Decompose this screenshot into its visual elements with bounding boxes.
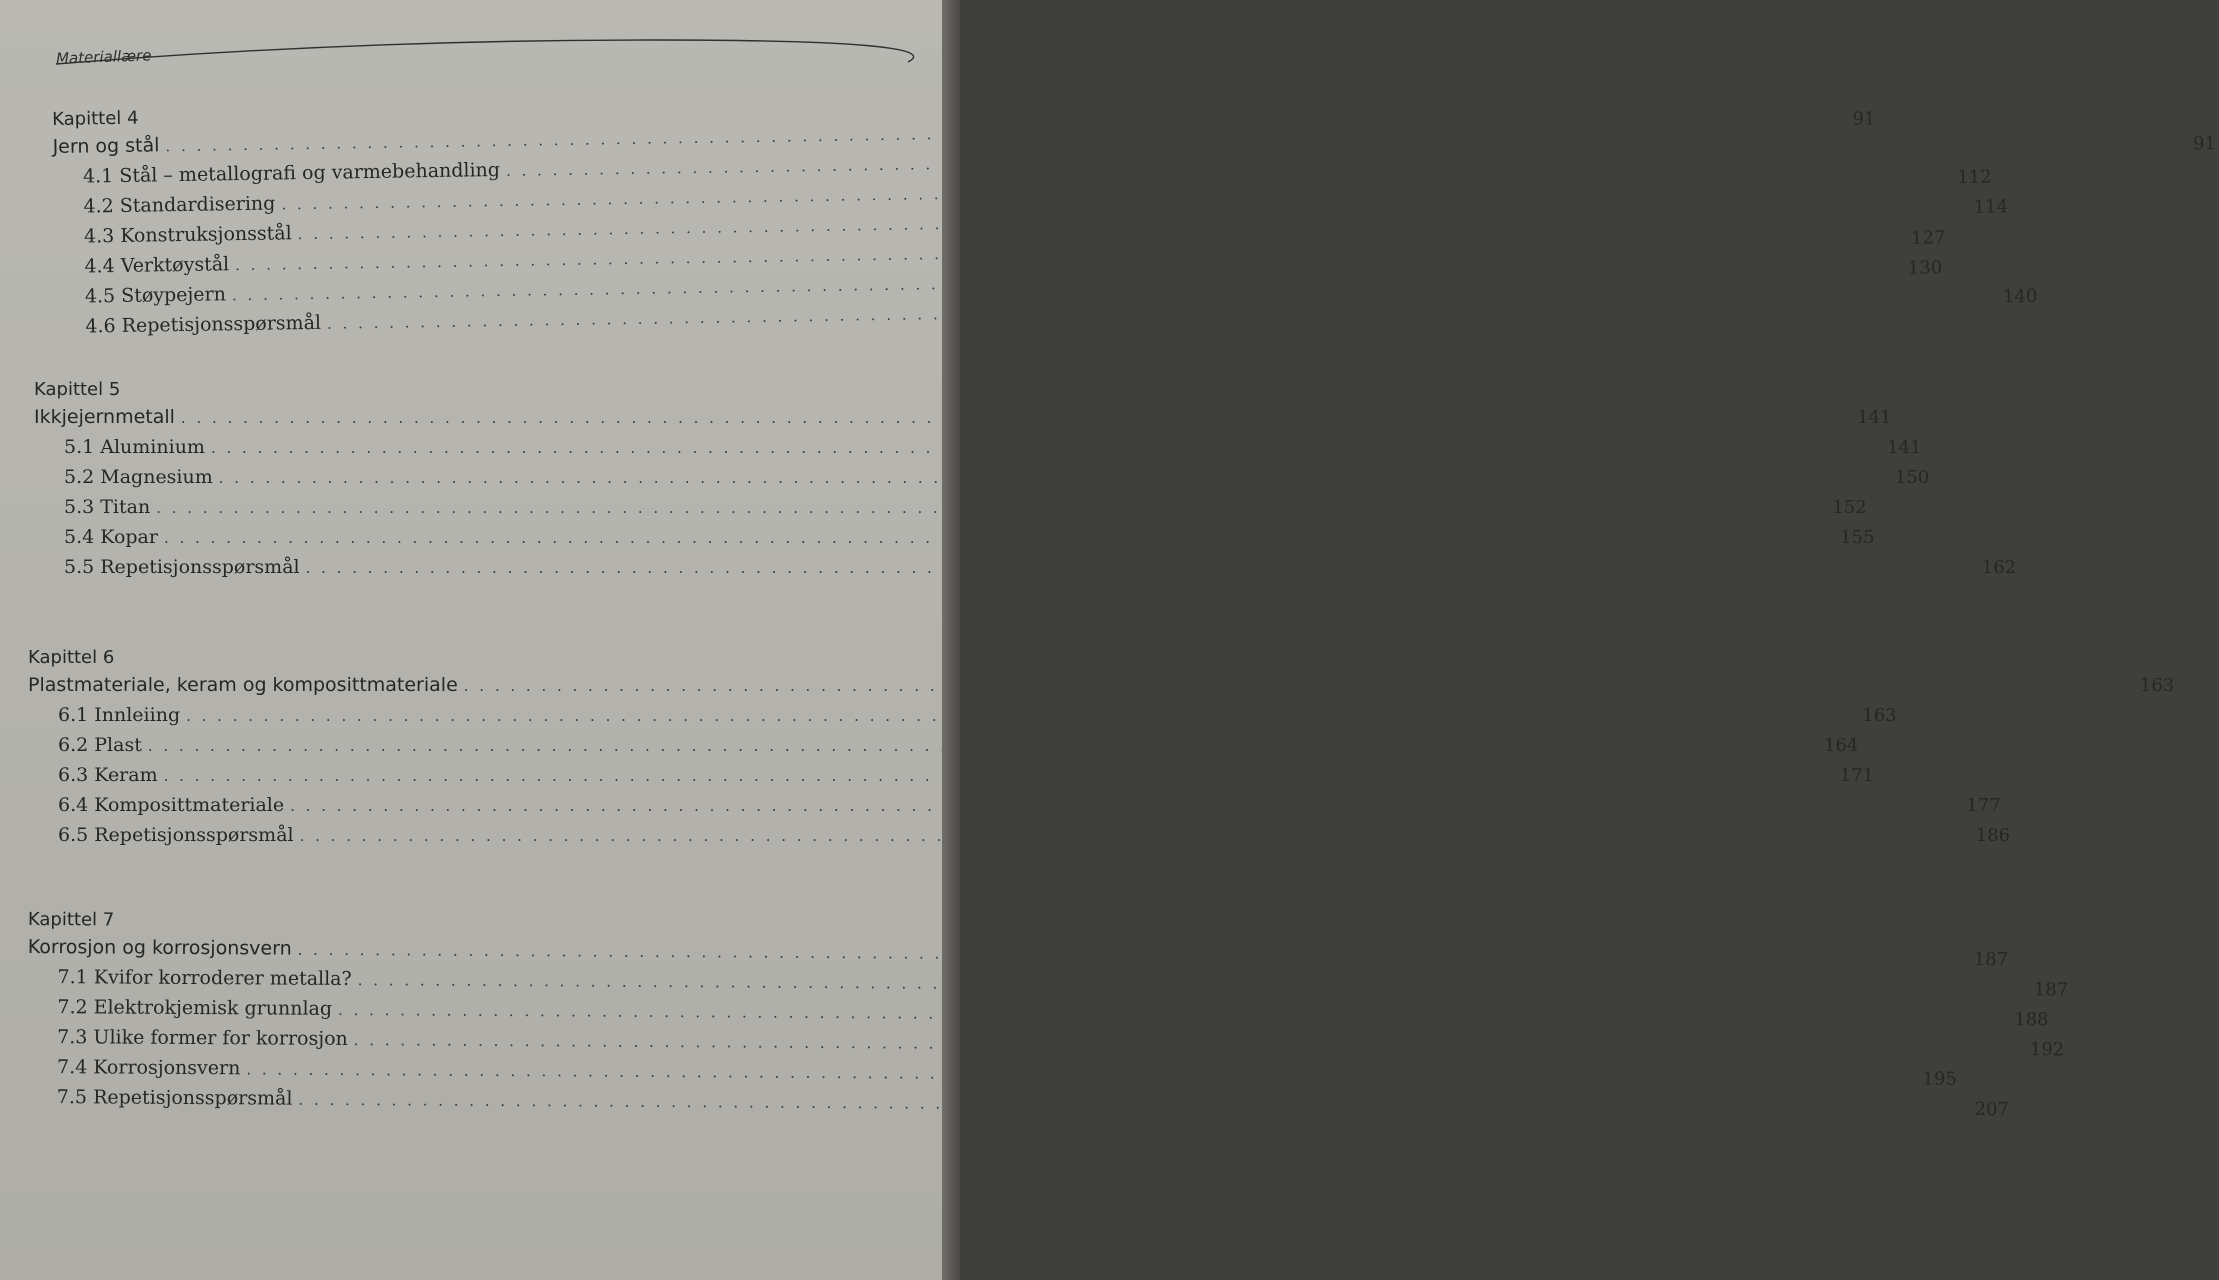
chapter-title: Jern og stål (52, 134, 160, 158)
section-title: 6.3 Keram (58, 764, 158, 786)
page-number: 141 (1857, 407, 1892, 428)
section-title: 5.1 Aluminium (64, 436, 205, 458)
section-title: 7.5 Repetisjonsspørsmål (56, 1086, 293, 1110)
page-number: 112 (1957, 166, 1992, 189)
page-number: 141 (1887, 437, 1922, 458)
toc-entry (34, 462, 1930, 492)
page-number: 114 (1973, 196, 2009, 218)
page-number: 186 (1975, 825, 2011, 846)
chapter-title: Ikkjejernmetall (34, 406, 175, 428)
section-title: 4.3 Konstruksjonsstål (83, 222, 292, 248)
toc-entry (34, 492, 1867, 522)
page-number: 155 (1840, 527, 1875, 548)
section-title: 6.5 Repetisjonsspørsmål (58, 824, 294, 846)
section-title: 7.2 Elektrokjemisk grunnlag (57, 996, 333, 1020)
chapter-7 (27, 908, 2069, 1121)
chapter-title: Korrosjon og korrosjonsvern (27, 935, 292, 960)
page-number: 207 (1974, 1098, 2009, 1121)
section-title: 4.2 Standardisering (83, 192, 276, 218)
leader-dots (164, 761, 1834, 791)
page-number: 187 (1973, 948, 2009, 971)
running-head: Materiallære (55, 46, 152, 68)
section-title: 6.4 Komposittmateriale (58, 794, 285, 816)
section-title: 7.4 Korrosjonsvern (56, 1056, 241, 1080)
toc-entry (28, 790, 2001, 820)
chapter-6 (28, 646, 2175, 850)
section-title: 6.1 Innleiing (58, 704, 181, 726)
section-title: 4.5 Støypejern (84, 283, 227, 308)
leader-dots (306, 553, 1976, 583)
page-number: 127 (1910, 227, 1946, 249)
section-title: 7.3 Ulike former for korrosjon (57, 1026, 348, 1050)
leader-dots (464, 671, 2134, 701)
page-number: 152 (1832, 497, 1867, 518)
section-title: 7.1 Kvifor korroderer metalla? (57, 966, 352, 990)
leader-dots (219, 463, 1889, 493)
chapter-5 (34, 378, 2017, 582)
leader-dots (181, 403, 1851, 433)
page-number: 91 (2192, 133, 2217, 155)
leader-dots (148, 731, 1818, 761)
page-number: 195 (1922, 1068, 1957, 1090)
page-number: 163 (2139, 675, 2175, 696)
page-number: 171 (1839, 765, 1875, 786)
section-title: 4.6 Repetisjonsspørsmål (85, 311, 322, 338)
page-number: 164 (1823, 735, 1859, 756)
toc-entry (28, 760, 1875, 790)
page-number: 140 (2002, 285, 2038, 308)
toc-entry (28, 820, 2011, 850)
leader-dots (211, 433, 1881, 463)
toc-entry (27, 1082, 2009, 1121)
page-number: 162 (1981, 557, 2017, 578)
page-edge-shadow (942, 0, 960, 1280)
page-number: 192 (2029, 1039, 2065, 1061)
section-title: 4.1 Stål – metallografi og varmebehandling (82, 158, 501, 188)
chapter-label: Kapittel 6 (28, 647, 115, 668)
toc-entry (34, 432, 1922, 462)
section-title: 5.4 Kopar (64, 526, 158, 548)
toc-entry (28, 730, 1859, 760)
page-number: 150 (1894, 467, 1930, 488)
page-number: 177 (1966, 795, 2001, 816)
section-title: 4.4 Verktøystål (84, 253, 230, 278)
toc-entry (28, 700, 1897, 730)
page-number: 187 (2033, 979, 2069, 1001)
chapter-label: Kapittel 4 (52, 107, 139, 130)
leader-dots (290, 791, 1960, 821)
leader-dots (156, 493, 1826, 523)
chapter-4 (52, 94, 2217, 342)
toc-entry (34, 522, 1875, 552)
chapter-heading (34, 402, 1892, 432)
toc-entry (34, 552, 2017, 582)
section-title: 6.2 Plast (58, 734, 142, 756)
page-number: 130 (1907, 257, 1943, 279)
section-title: 5.5 Repetisjonsspørsmål (64, 556, 300, 578)
section-title: 5.2 Magnesium (64, 466, 213, 488)
leader-dots (300, 821, 1970, 851)
section-title: 5.3 Titan (64, 496, 151, 518)
page-number: 91 (1852, 108, 1876, 130)
chapter-label: Kapittel 7 (27, 909, 115, 931)
page-number: 188 (2014, 1009, 2049, 1031)
chapter-heading (28, 670, 2175, 700)
chapter-title: Plastmateriale, keram og komposittmateriale (28, 674, 458, 696)
chapter-label: Kapittel 5 (34, 379, 121, 400)
leader-dots (164, 523, 1834, 553)
page-number: 163 (1862, 705, 1897, 726)
leader-dots (186, 701, 1856, 731)
